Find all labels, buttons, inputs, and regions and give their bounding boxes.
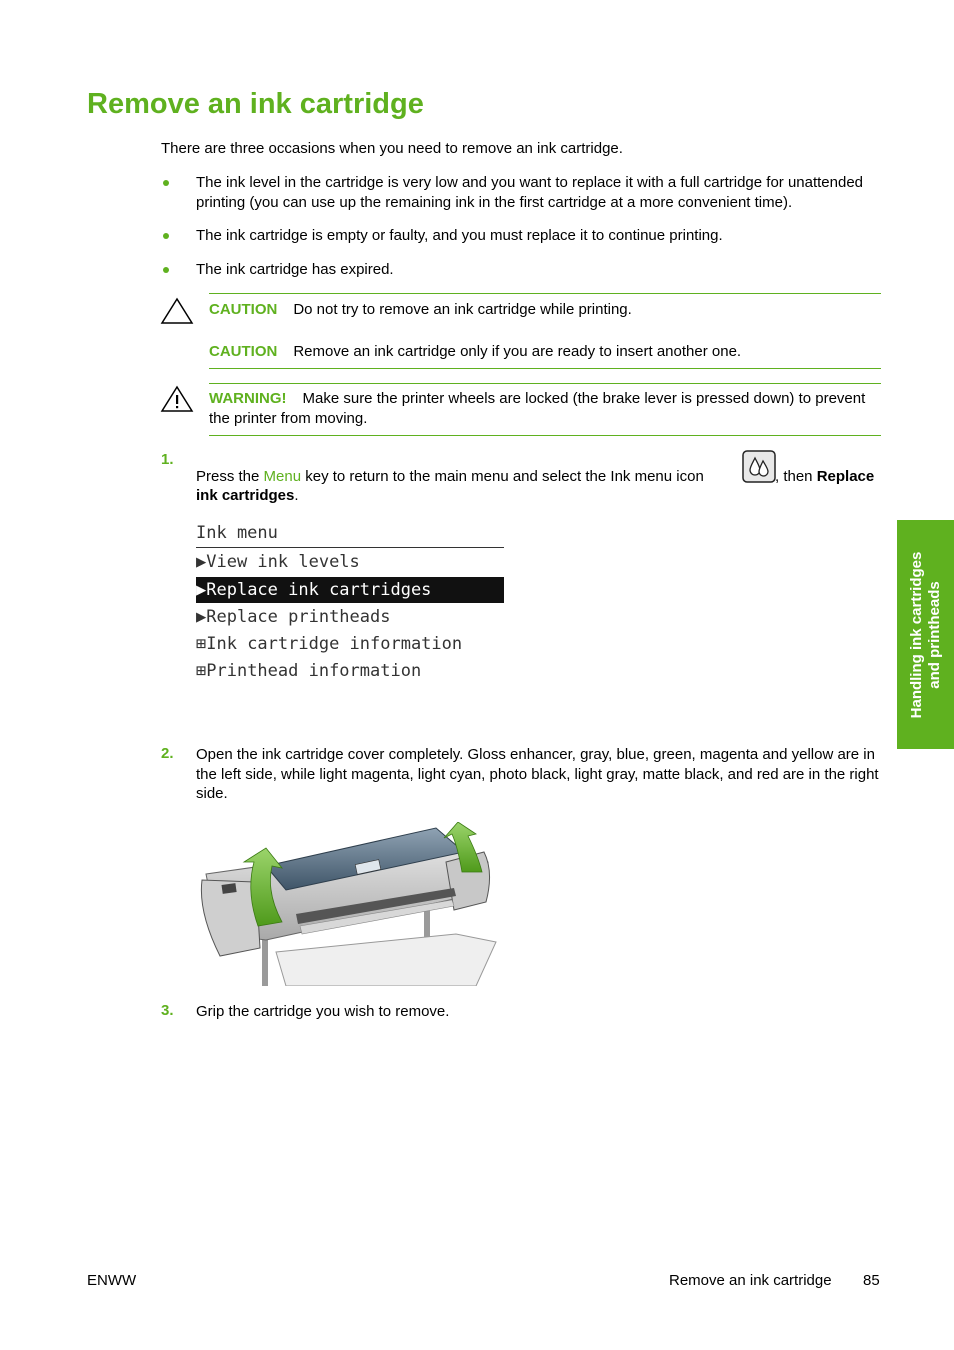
chapter-side-tab-text — [908, 520, 944, 749]
caution-label: CAUTION — [209, 301, 278, 318]
warning-label: WARNING! — [209, 390, 287, 407]
caution-note — [209, 300, 632, 320]
step-bold-text: Replace — [816, 468, 875, 485]
step-text: Open the ink cartridge cover completely. Gloss enhancer, gray, blue, green, magenta and yellow are in the left side, while light magenta, light cyan, photo black, light gray, matte black, and red are in the right side. — [196, 746, 879, 802]
caution-triangle-icon — [160, 297, 194, 325]
ink-menu-item[interactable] — [196, 604, 504, 630]
step-text-part: . — [294, 487, 299, 504]
step-number: 1. — [161, 451, 174, 468]
caution-bottom-rule — [209, 368, 881, 369]
ink-menu-title: Ink menu — [196, 523, 278, 543]
ink-menu-item[interactable] — [196, 658, 504, 684]
footer-left: ENWW — [87, 1272, 137, 1289]
side-tab-line: Handling ink cartridges — [907, 551, 925, 718]
side-tab-line: and printheads — [925, 580, 943, 689]
bullet-item: The ink cartridge is empty or faulty, and you must replace it to continue printing. — [196, 227, 723, 244]
footer-section-title: Remove an ink cartridge — [669, 1272, 832, 1289]
ink-menu-item-label: Ink cartridge information — [206, 634, 463, 654]
printer-open-cover-illustration — [196, 822, 506, 986]
menu-arrow-icon: ▶ — [196, 607, 207, 627]
warning-bottom-rule — [209, 435, 881, 436]
ink-menu-item[interactable] — [196, 549, 504, 575]
step-text-line2 — [196, 486, 299, 506]
step-text-part: key to return to the main menu and select the Ink menu icon — [301, 468, 704, 485]
bullet-marker — [163, 233, 169, 239]
warning-note — [209, 389, 881, 428]
ink-menu-item-label: View ink levels — [206, 552, 360, 572]
chapter-side-tab — [897, 520, 954, 749]
page-title: Remove an ink cartridge — [87, 88, 424, 120]
caution-label: CAUTION — [209, 343, 278, 360]
caution-top-rule — [209, 293, 881, 294]
menu-plus-box-icon: ⊞ — [196, 661, 207, 681]
menu-key-name: Menu — [263, 468, 302, 485]
step-text: Grip the cartridge you wish to remove. — [196, 1003, 450, 1020]
bullet-marker — [163, 180, 169, 186]
warning-text: Make sure the printer wheels are locked (the brake lever is pressed down) to prevent the printer from moving. — [209, 390, 866, 427]
ink-menu-item[interactable] — [196, 631, 504, 657]
step-bold-text: ink cartridges — [196, 487, 295, 504]
step-text-part: , then — [775, 468, 817, 485]
step-text-tail — [775, 467, 874, 487]
step-number: 2. — [161, 745, 174, 762]
bullet-item: The ink cartridge has expired. — [196, 261, 394, 278]
caution-text: Do not try to remove an ink cartridge while printing. — [293, 301, 632, 318]
page-number: 85 — [863, 1272, 880, 1289]
ink-menu-item-label: Replace printheads — [206, 607, 391, 627]
menu-arrow-icon: ▶ — [196, 552, 207, 572]
ink-menu-item-label: Printhead information — [206, 661, 422, 681]
step-number: 3. — [161, 1002, 174, 1019]
menu-plus-box-icon: ⊞ — [196, 634, 207, 654]
menu-arrow-icon: ▶ — [196, 580, 207, 600]
step-text-part: Press the — [196, 468, 264, 485]
caution-text: Remove an ink cartridge only if you are ready to insert another one. — [293, 343, 742, 360]
ink-menu-divider — [196, 547, 504, 548]
ink-menu-item-label: Replace ink cartridges — [206, 580, 432, 600]
intro-text: There are three occasions when you need to remove an ink cartridge. — [161, 140, 623, 157]
bullet-marker — [163, 267, 169, 273]
ink-menu-icon — [742, 450, 776, 483]
caution-note — [209, 342, 741, 362]
ink-menu-item-selected[interactable] — [196, 577, 504, 603]
warning-top-rule — [209, 383, 881, 384]
bullet-item: The ink level in the cartridge is very low and you want to replace it with a full cartridge for unattended printing (you can use up the remaining ink in the first cartridge at a more convenient time). — [196, 174, 864, 211]
warning-triangle-icon — [160, 385, 194, 413]
